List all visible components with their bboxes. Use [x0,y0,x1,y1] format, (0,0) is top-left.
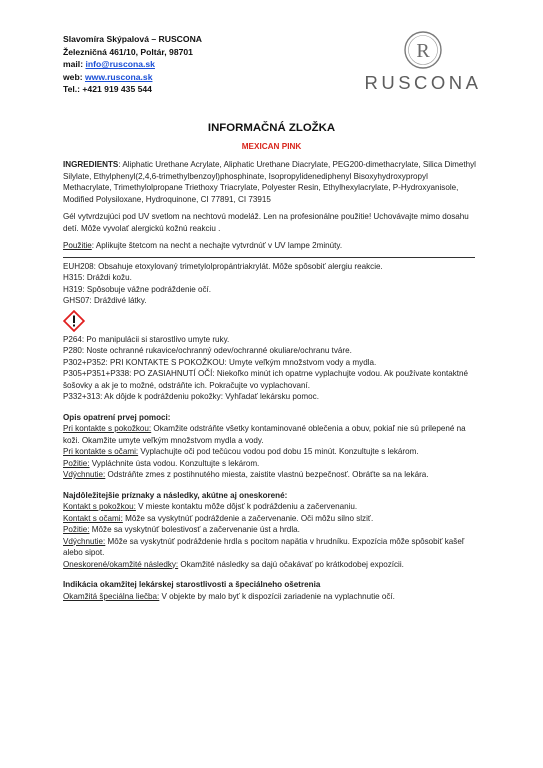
hazard-statements [63,261,477,307]
treatment-section [63,579,477,602]
ingredients-text: : Aliphatic Urethane Acrylate, Aliphatic Urethane Diacrylate, PEG200-dimethacrylate, Silica Dimethyl Silylate, Ethylphenyl(2,4,6-trimethylbenzoyl)phosphinate, Isopropylidenediphenyl Bisoxyhydroxypropyl Methacrylate, Trimethylolpropane Triethoxy Triacrylate, Polyester Resin, Ethylhexylacrylate, P-Hydroxyanisole, Modified Polysiloxane, Hydroquinone, CI 77891, CI 73915 [63,160,476,204]
symptom-item: Kontakt s očami: Môže sa vyskytnúť podráždenie a začervenanie. Oči môžu silno slziť. [63,513,374,523]
ingredients [63,159,477,205]
first-aid-item: Požitie: Vypláchnite ústa vodou. Konzultujte s lekárom. [63,458,260,468]
svg-text:R: R [416,40,430,62]
document-body [63,159,477,602]
hazard-statement: H319: Spôsobuje vážne podráždenie očí. [63,284,212,294]
hazard-statement: GHS07: Dráždivé látky. [63,296,147,305]
company-info [63,33,202,96]
symptom-item: Požitie: Môže sa vyskytnúť bolestivosť a začervenanie úst a hrdla. [63,525,300,534]
precautionary-statements [63,334,477,403]
description: Gél vytvrdzujúci pod UV svetlom na nechtovú modeláž. Len na profesionálne použitie! Uchovávajte mimo dosahu detí. Môže vyvolať alergickú kožnú reakciu . [63,212,469,233]
ruscona-logo [358,30,488,100]
treatment-item: Okamžitá špeciálna liečba: V objekte by malo byť k dispozícii zariadenie na vyplachnutie očí. [63,591,395,601]
company-mail: mail: info@ruscona.sk [63,59,155,70]
mail-link[interactable]: info@ruscona.sk [85,59,155,70]
section-heading: Opis opatrení prvej pomoci: [63,412,171,422]
symptom-item: Oneskorené/okamžité následky: Okamžité následky sa dajú očakávať po krátkodobej expozícii. [63,559,404,569]
company-web: web: www.ruscona.sk [63,71,153,82]
symptom-item: Vdýchnutie: Môže sa vyskytnúť podráždenie hrdla s pocitom napätia v hrudníku. Expozícia môže spôsobiť kašeľ alebo sipot. [63,536,465,557]
first-aid-item: Vdýchnutie: Odstráňte zmes z postihnutého miesta, zaistite vlastnú bezpečnosť. Obráťte sa na lekára. [63,470,429,479]
symptoms-section [63,490,477,571]
company-phone: Tel.: +421 919 435 544 [63,84,152,95]
company-address: Železničná 461/10, Poltár, 98701 [63,46,193,57]
page-title: INFORMAČNÁ ZLOŽKA [207,122,336,134]
hazard-statement: H315: Dráždi kožu. [63,273,132,282]
precaution: P332+313: Ak dôjde k podráždeniu pokožky: Vyhľadať lekársku pomoc. [63,392,319,401]
company-name: Slavomíra Skýpalová – RUSCONA [63,34,202,44]
web-link[interactable]: www.ruscona.sk [84,71,153,82]
ingredients-label: INGREDIENTS [63,160,119,169]
symptom-item: Kontakt s pokožkou: V mieste kontaktu môže dôjsť k podráždeniu a začervenaniu. [63,502,358,511]
divider [63,257,475,258]
precaution: P264: Po manipulácii si starostlivo umyte ruky. [63,334,230,344]
section-heading: Najdôležitejšie príznaky a následky, akútne aj oneskorené: [63,490,288,500]
product-name: MEXICAN PINK [241,142,302,151]
first-aid-item: Pri kontakte s očami: Vyplachujte oči pod tečúcou vodou pod dobu 15 minút. Konzultujte s lekárom. [63,447,419,456]
ghs07-exclamation-icon [63,310,477,332]
hazard-statement: EUH208: Obsahuje etoxylovaný trimetylolpropántriakrylát. Môže spôsobiť alergiu reakcie. [63,261,383,271]
logo-wordmark: RUSCONA [364,72,482,93]
usage [63,240,477,252]
precaution: P302+P352: PRI KONTAKTE S POKOŽKOU: Umyte veľkým množstvom vody a mydla. [63,357,377,367]
section-heading: Indikácia okamžitej lekárskej starostlivosti a špeciálneho ošetrenia [63,580,321,589]
usage-text: : Aplikujte štetcom na necht a nechajte vytvrdnúť v UV lampe 2minúty. [91,241,343,250]
first-aid-item: Pri kontakte s pokožkou: Okamžite odstráňte všetky kontaminované oblečenia a obuv, pokiaľ nie sú prilepené na koži. Okamžite umyte veľkým množstvom mydla a vody. [63,424,466,445]
precaution: P305+P351+P338: PO ZASIAHNUTÍ OČÍ: Niekoľko minút ich opatrne vyplachujte vodou. Ak používate kontaktné šošovky a ak je to možné, odstráňte ich. Pokračujte vo vyplachovaní. [63,369,469,390]
first-aid-section [63,412,477,481]
logo-emblem-icon [403,30,443,70]
usage-label: Použitie [63,241,92,250]
precaution: P280: Noste ochranné rukavice/ochranný odev/ochranné okuliare/ochranu tváre. [63,346,352,355]
